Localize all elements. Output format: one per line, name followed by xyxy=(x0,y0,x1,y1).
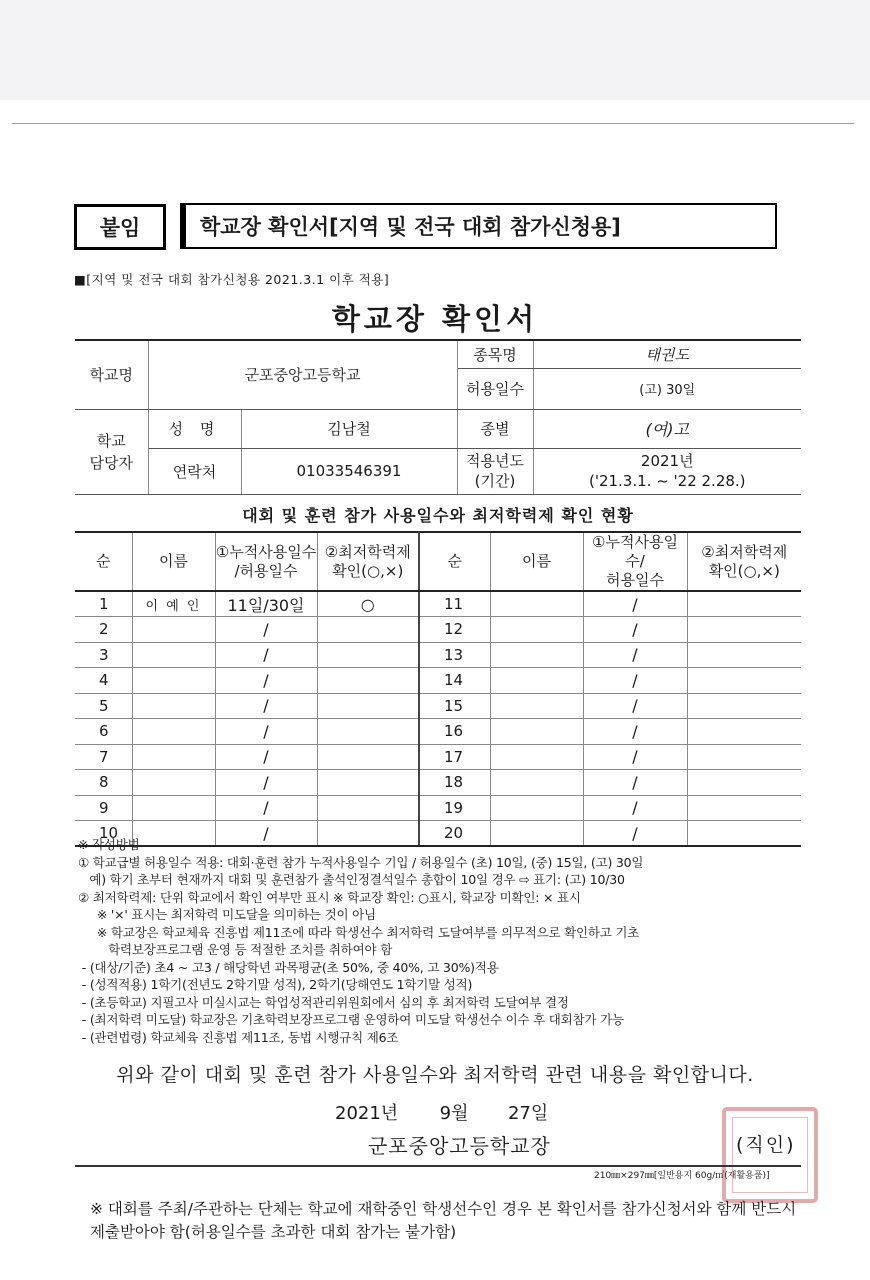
row-academic xyxy=(317,642,419,668)
row-name xyxy=(490,617,583,643)
row-academic xyxy=(687,668,801,694)
instruction-line: ※ 작성방법 xyxy=(78,837,140,852)
school-label: 학교명 xyxy=(75,340,148,409)
row-no: 3 xyxy=(75,642,132,668)
type-label: 종별 xyxy=(457,409,533,448)
row-days: / xyxy=(583,795,687,821)
row-no: 16 xyxy=(419,719,490,745)
date-month: 9월 xyxy=(439,1103,469,1124)
row-days: / xyxy=(583,668,687,694)
row-days: / xyxy=(583,744,687,770)
seal-label: (직인) xyxy=(736,1134,796,1156)
table-row xyxy=(75,617,801,643)
row-no: 4 xyxy=(75,668,132,694)
row-name xyxy=(490,668,583,694)
row-academic xyxy=(317,693,419,719)
paper-spec: 210㎜×297㎜[일반용지 60g/㎡(재활용품)] xyxy=(594,1171,770,1181)
year-label: 적용년도 (기간) xyxy=(457,448,533,494)
instruction-line: - (관련법령) 학교체육 진흥법 제11조, 동법 시행규칙 제6조 xyxy=(78,1029,399,1045)
date xyxy=(335,1099,548,1125)
row-days: / xyxy=(583,821,687,847)
row-name xyxy=(132,770,215,796)
table-row xyxy=(75,744,801,770)
row-academic xyxy=(687,719,801,745)
row-academic xyxy=(317,719,419,745)
row-no: 11 xyxy=(419,591,490,617)
row-days: 11일/30일 xyxy=(215,591,317,617)
row-days: / xyxy=(583,591,687,617)
row-name xyxy=(132,668,215,694)
footer-note: ※ 대회를 주최/주관하는 단체는 학교에 재학중인 학생선수인 경우 본 확인서를 참가신청서와 함께 반드시 제출받아야 함(허용일수를 초과한 대회 참가는 불가함) xyxy=(90,1200,797,1241)
row-name: 이 예 인 xyxy=(132,591,215,617)
allowed-label: 허용일수 xyxy=(457,368,533,409)
row-days: / xyxy=(583,617,687,643)
instruction-line: ① 학교급별 허용일수 적용: 대회·훈련 참가 누적사용일수 기입 / 허용일수 (초) 10일, (중) 15일, (고) 30일 xyxy=(78,854,644,870)
row-academic xyxy=(687,795,801,821)
date-year: 2021년 xyxy=(335,1103,399,1124)
allowed-value: (고) 30일 xyxy=(533,368,801,409)
row-no: 15 xyxy=(419,693,490,719)
header-academic: ②최저학력제 확인(○,×) xyxy=(687,532,801,591)
row-days: / xyxy=(215,693,317,719)
table-row xyxy=(75,693,801,719)
school-name: 군포중앙고등학교 xyxy=(148,340,457,409)
row-name xyxy=(490,642,583,668)
row-no: 14 xyxy=(419,668,490,694)
instruction-line: 예) 학기 초부터 현재까지 대회 및 훈련참가 출석인정결석일수 총합이 10일 경우 ⇨ 표기: (고) 10/30 xyxy=(78,872,625,887)
row-name xyxy=(132,693,215,719)
instructions xyxy=(78,836,813,1046)
instruction-line: - (초등학교) 지필고사 미실시교는 학업성적관리위원회에서 심의 후 최저학력 도달여부 결정 xyxy=(78,994,569,1010)
row-academic xyxy=(687,617,801,643)
row-name xyxy=(490,719,583,745)
row-no: 7 xyxy=(75,744,132,770)
row-name xyxy=(490,591,583,617)
row-academic xyxy=(687,642,801,668)
row-no: 12 xyxy=(419,617,490,643)
row-name xyxy=(132,744,215,770)
table-row xyxy=(75,719,801,745)
row-academic xyxy=(317,795,419,821)
instruction-line: ② 최저학력제: 단위 학교에서 확인 여부만 표시 ※ 학교장 확인: ○표시, 학교장 미확인: × 표시 xyxy=(78,889,581,905)
top-bar xyxy=(0,0,870,100)
table-row xyxy=(75,591,801,617)
row-name xyxy=(132,719,215,745)
row-no: 8 xyxy=(75,770,132,796)
instruction-line: - (대상/기준) 초4 ~ 고3 / 해당학년 과목평균(초 50%, 중 40%, 고 30%)적용 xyxy=(78,959,499,975)
row-days: / xyxy=(215,744,317,770)
row-academic: ○ xyxy=(317,591,419,617)
row-days: / xyxy=(215,668,317,694)
instruction-line: ※ '×' 표시는 최저학력 미도달을 의미하는 것이 아님 xyxy=(78,907,376,922)
header-days: ①누적사용일수/ 허용일수 xyxy=(583,532,687,591)
row-days: / xyxy=(583,642,687,668)
row-academic xyxy=(687,744,801,770)
period-value: ('21.3.1. ~ '22 2.28.) xyxy=(588,472,746,490)
page-title: 학교장 확인서 xyxy=(331,302,539,336)
row-no: 18 xyxy=(419,770,490,796)
instruction-line: ※ 학교장은 학교체육 진흥법 제11조에 따라 학생선수 최저학력 도달여부를 의무적으로 확인하고 기초 xyxy=(78,924,640,940)
name-label: 성 명 xyxy=(148,409,241,448)
row-no: 6 xyxy=(75,719,132,745)
header-academic: ②최저학력제 확인(○,×) xyxy=(317,532,419,591)
row-name xyxy=(490,795,583,821)
row-no: 13 xyxy=(419,642,490,668)
row-days: / xyxy=(583,770,687,796)
table-row xyxy=(75,642,801,668)
header-no: 순 xyxy=(75,532,132,591)
section-title: 대회 및 훈련 참가 사용일수와 최저학력제 확인 현황 xyxy=(242,506,634,525)
instruction-line: - (성적적용) 1학기(전년도 2학기말 성적), 2학기(당해연도 1학기말 성적) xyxy=(78,977,473,992)
row-name xyxy=(132,795,215,821)
row-name xyxy=(490,744,583,770)
divider xyxy=(12,123,854,124)
row-no: 20 xyxy=(419,821,490,847)
row-no: 5 xyxy=(75,693,132,719)
contact-label: 연락처 xyxy=(148,448,241,494)
row-academic xyxy=(687,693,801,719)
attachment-label: 붙임 xyxy=(74,204,166,250)
date-day: 27일 xyxy=(507,1103,549,1124)
instruction-line: 학력보장프로그램 운영 등 적절한 조치를 취하여야 함 xyxy=(78,942,393,957)
row-name xyxy=(490,770,583,796)
instruction-line: - (최저학력 미도달) 학교장은 기초학력보장프로그램 운영하여 미도달 학생선수 이수 후 대회참가 가능 xyxy=(78,1012,624,1027)
row-academic xyxy=(687,770,801,796)
row-no: 10 xyxy=(75,821,132,847)
year-value: 2021년 xyxy=(640,452,694,470)
row-no: 1 xyxy=(75,591,132,617)
row-days: / xyxy=(215,642,317,668)
row-academic xyxy=(687,591,801,617)
row-no: 17 xyxy=(419,744,490,770)
header-name: 이름 xyxy=(490,532,583,591)
row-name xyxy=(132,617,215,643)
header-name: 이름 xyxy=(132,532,215,591)
row-days: / xyxy=(215,617,317,643)
table-row xyxy=(75,668,801,694)
manager-label: 학교 담당자 xyxy=(75,409,148,494)
confirmation-statement: 위와 같이 대회 및 훈련 참가 사용일수와 최저학력 관련 내용을 확인합니다. xyxy=(116,1064,754,1086)
header-days: ①누적사용일수 /허용일수 xyxy=(215,532,317,591)
row-days: / xyxy=(583,719,687,745)
sport-label: 종목명 xyxy=(457,340,533,368)
row-days: / xyxy=(215,795,317,821)
row-academic xyxy=(317,744,419,770)
header-no: 순 xyxy=(419,532,490,591)
row-academic xyxy=(317,617,419,643)
contact-value: 01033546391 xyxy=(241,448,457,494)
type-value: (여)고 xyxy=(533,409,801,448)
row-no: 9 xyxy=(75,795,132,821)
row-academic xyxy=(317,668,419,694)
principal-name: 군포중앙고등학교장 xyxy=(368,1134,551,1158)
manager-name: 김남철 xyxy=(241,409,457,448)
attachment-title: 학교장 확인서[지역 및 전국 대회 참가신청용] xyxy=(180,203,777,249)
row-days: / xyxy=(215,821,317,847)
table-row xyxy=(75,795,801,821)
row-name xyxy=(132,642,215,668)
table-row xyxy=(75,770,801,796)
row-name xyxy=(490,693,583,719)
row-no: 19 xyxy=(419,795,490,821)
row-days: / xyxy=(583,693,687,719)
row-no: 2 xyxy=(75,617,132,643)
row-academic xyxy=(317,770,419,796)
info-table xyxy=(75,339,801,495)
paper-divider xyxy=(75,1165,801,1167)
row-days: / xyxy=(215,770,317,796)
sport-value: 태권도 xyxy=(533,340,801,368)
sub-note: ■[지역 및 전국 대회 참가신청용 2021.3.1 이후 적용] xyxy=(74,272,390,287)
row-days: / xyxy=(215,719,317,745)
usage-table xyxy=(75,531,801,847)
